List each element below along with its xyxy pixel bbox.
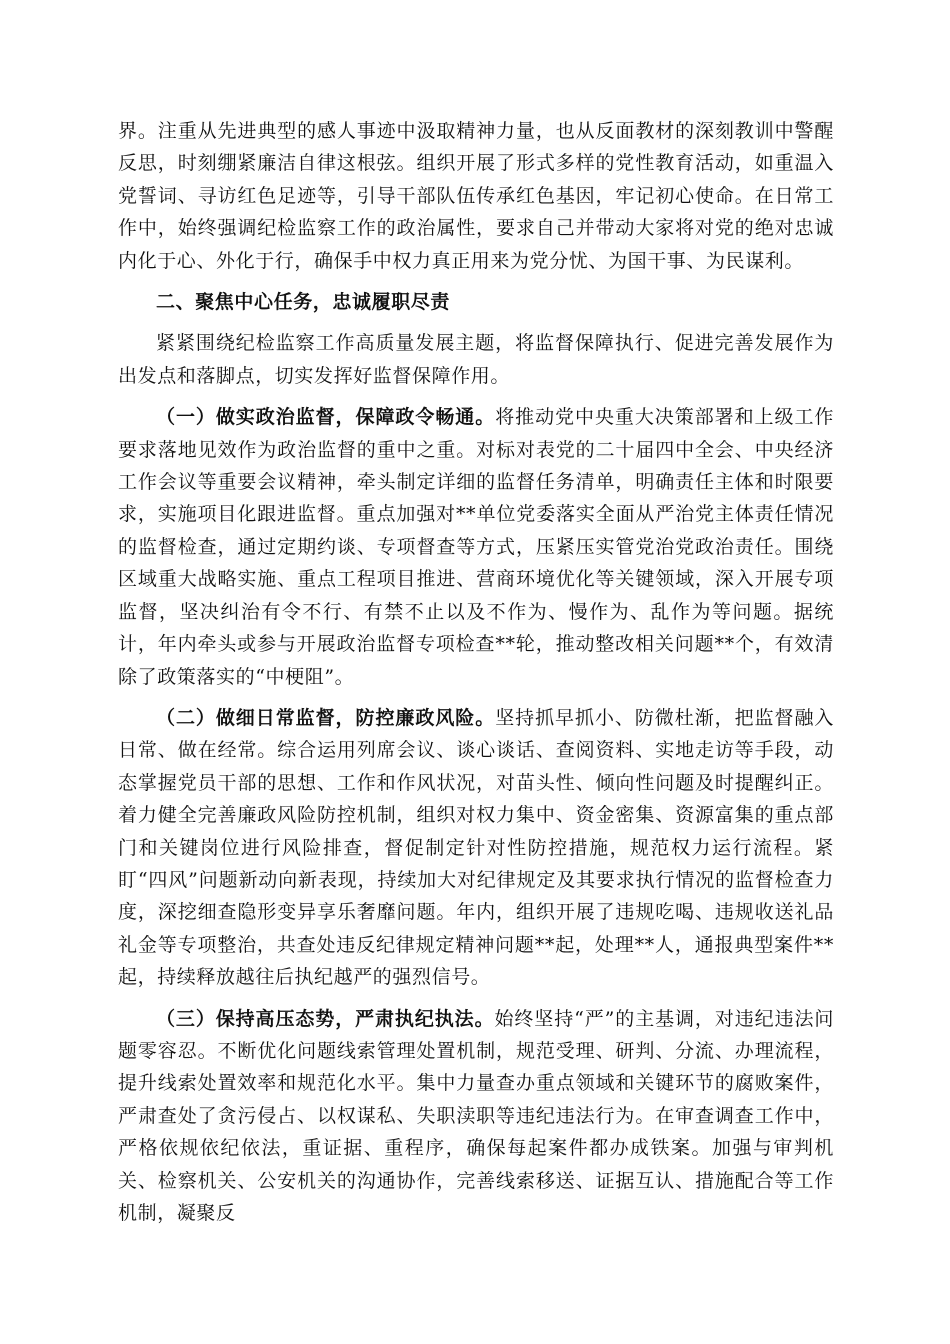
section-heading: 二、聚焦中心任务，忠诚履职尽责	[156, 291, 451, 314]
paragraph-body: 将推动党中央重大决策部署和上级工作要求落地见效作为政治监督的重中之重。对标对表党的二十届四中全会、中央经济工作会议等重要会议精神，牵头制定详细的监督任务清单，明确责任主体和时限要求，实施项目化跟进监督。重点加强对**单位党委落实全面从严治党主体责任情况的监督检查，通过定期约谈、专项督查等方式，压紧压实管党治党政治责任。围绕区域重大战略实施、重点工程项目推进、营商环境优化等关键领域，深入开展专项监督，坚决纠治有令不行、有禁不止以及不作为、慢作为、乱作为等问题。据统计，年内牵头或参与开展政治监督专项检查**轮，推动整改相关问题**个，有效清除了政策落实的“中梗阻”。	[118, 406, 835, 688]
paragraph-intro: 紧紧围绕纪检监察工作高质量发展主题，将监督保障执行、促进完善发展作为出发点和落脚点，切实发挥好监督保障作用。	[118, 332, 834, 387]
subheading-political-supervision: （一）做实政治监督，保障政令畅通。	[156, 406, 496, 429]
document-page	[118, 115, 834, 1238]
paragraph-daily-supervision	[118, 702, 834, 994]
paragraph-body: 始终坚持“严”的主基调，对违纪违法问题零容忍。不断优化问题线索管理处置机制，规范受理、研判、分流、办理流程，提升线索处置效率和规范化水平。集中力量查办重点领域和关键环节的腐败案件，严肃查处了贪污侵占、以权谋私、失职渎职等违纪违法行为。在审查调查工作中，严格依规依纪依法，重证据、重程序，确保每起案件都办成铁案。加强与审判机关、检察机关、公安机关的沟通协作，完善线索移送、证据互认、措施配合等工作机制，凝聚反	[118, 1007, 834, 1224]
subheading-daily-supervision: （二）做细日常监督，防控廉政风险。	[156, 706, 496, 729]
paragraph-discipline-enforcement	[118, 1003, 834, 1230]
paragraph-continued: 界。注重从先进典型的感人事迹中汲取精神力量，也从反面教材的深刻教训中警醒反思，时刻绷紧廉洁自律这根弦。组织开展了形式多样的党性教育活动，如重温入党誓词、寻访红色足迹等，引导干部队伍传承红色基因，牢记初心使命。在日常工作中，始终强调纪检监察工作的政治属性，要求自己并带动大家将对党的绝对忠诚内化于心、外化于行，确保手中权力真正用来为党分忧、为国干事、为民谋利。	[118, 120, 834, 272]
paragraph-political-supervision	[118, 401, 834, 693]
paragraph-body: 坚持抓早抓小、防微杜渐，把监督融入日常、做在经常。综合运用列席会议、谈心谈话、查阅资料、实地走访等手段，动态掌握党员干部的思想、工作和作风状况，对苗头性、倾向性问题及时提醒纠正。着力健全完善廉政风险防控机制，组织对权力集中、资金密集、资源富集的重点部门和关键岗位进行风险排查，督促制定针对性防控措施，规范权力运行流程。紧盯“四风”问题新动向新表现，持续加大对纪律规定及其要求执行情况的监督检查力度，深挖细查隐形变异享乐奢靡问题。年内，组织开展了违规吃喝、违规收送礼品礼金等专项整治，共查处违反纪律规定精神问题**起，处理**人，通报典型案件**起，持续释放越往后执纪越严的强烈信号。	[118, 706, 835, 989]
subheading-discipline-enforcement: （三）保持高压态势，严肃执纪执法。	[156, 1007, 495, 1030]
